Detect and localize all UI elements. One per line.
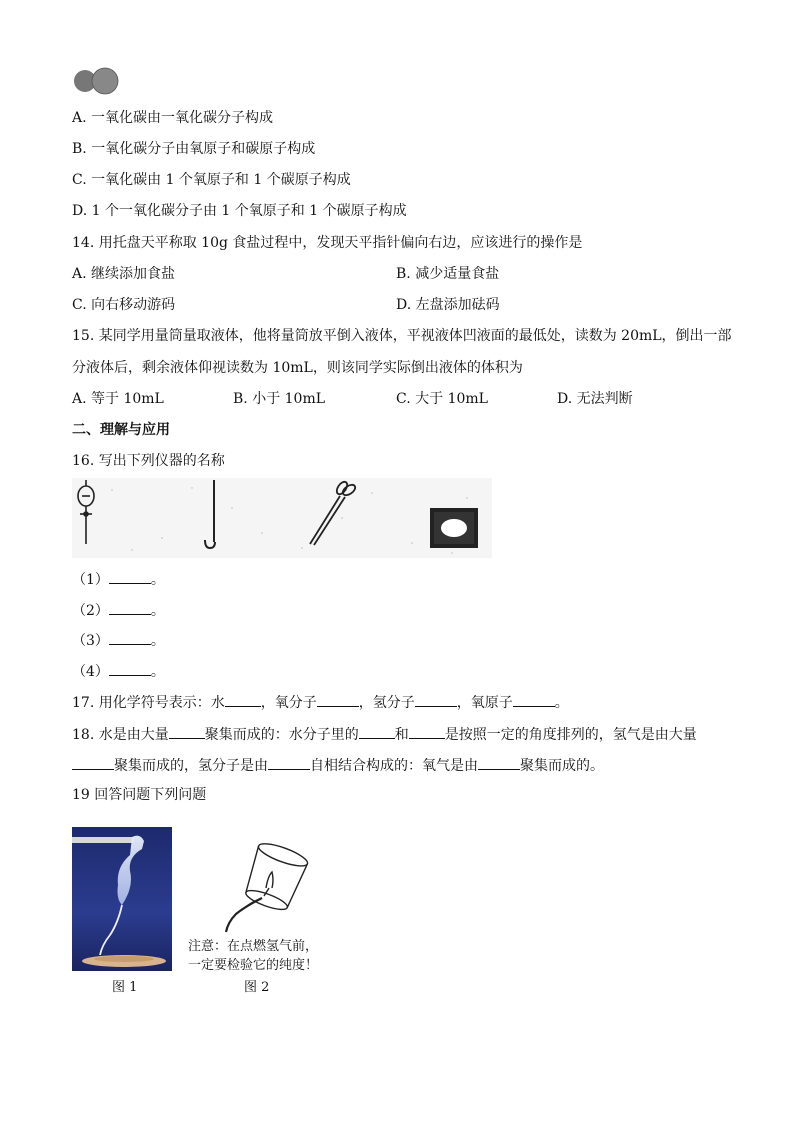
q16-answer-2: （2） 。: [72, 600, 165, 620]
beaker-over-flame-diagram: [206, 840, 316, 940]
answer-blank[interactable]: [415, 692, 457, 707]
q16-stem: 16. 写出下列仪器的名称: [72, 453, 225, 469]
q13-option-c: C. 一氧化碳由 1 个氧原子和 1 个碳原子构成: [72, 172, 351, 188]
q19-stem: 19 回答问题下列问题: [72, 787, 207, 803]
q14-option-c: C. 向右移动游码: [72, 297, 176, 313]
answer-blank[interactable]: [359, 724, 395, 739]
answer-blank[interactable]: [478, 755, 520, 770]
answer-blank[interactable]: [109, 600, 151, 615]
molecule-model-icon: [72, 66, 124, 96]
asbestos-gauze-icon: [430, 508, 478, 548]
answer-blank[interactable]: [409, 724, 445, 739]
q14-option-a: A. 继续添加食盐: [72, 266, 176, 282]
answer-blank[interactable]: [513, 692, 555, 707]
answer-blank[interactable]: [109, 661, 151, 676]
q15-option-a: A. 等于 10mL: [72, 391, 164, 407]
q15-option-d: D. 无法判断: [557, 391, 633, 407]
safety-note-line-1: 注意：在点燃氢气前，: [188, 939, 319, 954]
q17-stem: 17. 用化学符号表示：水 ，氧分子 ，氢分子 ，氧原子 。: [72, 692, 569, 712]
q18-line-1: 18. 水是由大量 聚集而成的：水分子里的 和 是按照一定的角度排列的，氢气是由大量: [72, 724, 697, 744]
q15-option-b: B. 小于 10mL: [233, 391, 326, 407]
figure-2-caption: 图 2: [244, 980, 270, 995]
q14-stem: 14. 用托盘天平称取 10g 食盐过程中，发现天平指针偏向右边，应该进行的操作是: [72, 235, 583, 251]
safety-note-line-2: 一定要检验它的纯度！: [188, 958, 319, 973]
answer-blank[interactable]: [225, 692, 261, 707]
answer-blank[interactable]: [109, 630, 151, 645]
answer-blank[interactable]: [109, 569, 151, 584]
q16-answer-4: （4） 。: [72, 661, 165, 681]
answer-blank[interactable]: [169, 724, 205, 739]
q16-answer-3: （3） 。: [72, 630, 165, 650]
q15-stem-line1: 15. 某同学用量筒量取液体，他将量筒放平倒入液体，平视液体凹液面的最低处，读数为 20mL，倒出一部: [72, 328, 732, 344]
q15-option-c: C. 大于 10mL: [396, 391, 488, 407]
section-heading: 二、理解与应用: [72, 422, 170, 438]
q15-stem-line2: 分液体后，剩余液体仰视读数为 10mL，则该同学实际倒出液体的体积为: [72, 360, 523, 376]
answer-blank[interactable]: [268, 755, 310, 770]
q14-option-b: B. 减少适量食盐: [396, 266, 500, 282]
q18-line-2: 聚集而成的，氢分子是由 自相结合构成的：氧气是由 聚集而成的。: [72, 755, 604, 775]
q13-option-a: A. 一氧化碳由一氧化碳分子构成: [72, 110, 274, 126]
lab-instruments-figure: [72, 478, 492, 558]
q13-option-d: D. 1 个一氧化碳分子由 1 个氧原子和 1 个碳原子构成: [72, 203, 407, 219]
hydrogen-burning-photo: [72, 827, 172, 971]
q13-option-b: B. 一氧化碳分子由氧原子和碳原子构成: [72, 141, 316, 157]
answer-blank[interactable]: [317, 692, 359, 707]
figure-1-caption: 图 1: [112, 980, 138, 995]
answer-blank[interactable]: [72, 755, 114, 770]
q16-answer-1: （1） 。: [72, 569, 165, 589]
q14-option-d: D. 左盘添加砝码: [396, 297, 500, 313]
